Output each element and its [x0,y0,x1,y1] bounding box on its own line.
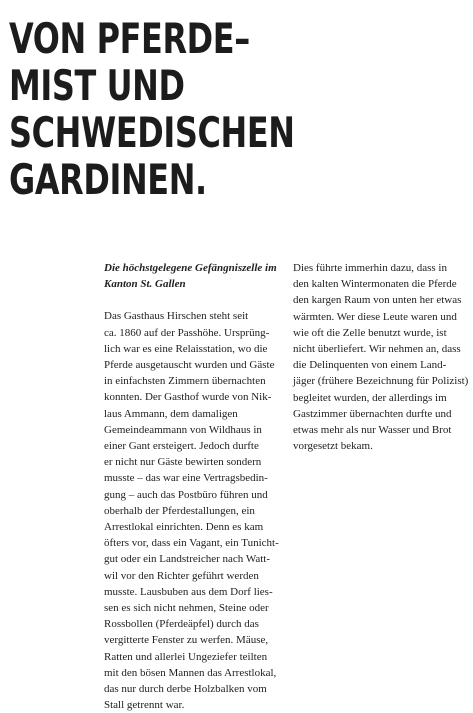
text-line: vorgesetzt bekam. [293,440,373,453]
text-line: jäger (frühere Bezeichnung für Polizist) [293,375,469,388]
subhead-line: Die höchstgelegene Gefängniszelle im [104,262,277,274]
text-line: den kalten Wintermonaten die Pferde [293,278,457,291]
text-line: ca. 1860 auf der Passhöhe. Ursprüng- [104,326,270,339]
text-line: lich war es eine Relaisstation, wo die [104,342,268,355]
text-line: Das Gasthaus Hirschen steht seit [104,310,249,323]
text-line: in einfachsten Zimmern übernachten [104,375,266,388]
article-column-right [293,260,469,454]
text-line: oberhalb der Pferdestallungen, ein [104,504,255,517]
text-line: öfters vor, dass ein Vagant, ein Tunicht- [104,537,279,550]
headline-line: GARDINEN. [9,155,207,204]
text-line: nicht überliefert. Wir nehmen an, dass [293,343,461,356]
text-line: Stall getrennt war. [104,699,185,712]
text-line: sen es sich nicht nehmen, Steine oder [104,602,269,615]
text-line: Arrestlokal einrichten. Denn es kam [104,521,264,534]
text-line: die Delinquenten von einem Land- [293,359,447,372]
text-line: wie oft die Zelle benutzt wurde, ist [293,326,447,339]
text-line: gung – auch das Postbüro führen und [104,488,268,501]
text-line: vergitterte Fenster zu werfen. Mäuse, [104,634,269,647]
text-line: etwas mehr als nur Wasser und Brot [293,424,452,437]
text-line: Ratten und allerlei Ungeziefer teilten [104,650,268,663]
article-column-left [104,260,279,713]
text-line: begleitet wurden, der allerdings im [293,391,447,404]
text-line: den kargen Raum von unten her etwas [293,294,462,307]
text-line: mit den bösen Mannen das Arrestlokal, [104,666,277,679]
text-line: musste. Lausbuben aus dem Dorf lies- [104,585,273,598]
text-line: das nur durch derbe Holzbalken vom [104,683,267,696]
text-line: laus Ammann, dem damaligen [104,407,238,420]
paragraph-right [293,260,469,454]
text-line: einer Gant ersteigert. Jedoch durfte [104,440,259,453]
paragraph-left [104,308,279,713]
text-line: gut oder ein Landstreicher nach Watt- [104,553,270,566]
article-subhead [104,260,279,292]
text-line: Pferde ausgetauscht wurden und Gäste [104,359,275,372]
text-line: Rossbollen (Pferdeäpfel) durch das [104,618,259,631]
article-headline [9,15,295,203]
headline-line: VON PFERDE– [9,14,250,63]
text-line: wärmten. Wer diese Leute waren und [293,310,457,323]
text-line: Gastzimmer übernachten durfte und [293,407,452,420]
text-line: musste – das war eine Vertragsbedin- [104,472,268,485]
headline-line: MIST UND [9,61,185,110]
text-line: Dies führte immerhin dazu, dass in [293,262,447,274]
subhead-line: Kanton St. Gallen [104,278,186,291]
text-line: er nicht nur Gäste bewirten sondern [104,456,262,469]
headline-line: SCHWEDISCHEN [9,108,295,157]
text-line: Gemeindeammann von Wildhaus in [104,423,262,436]
text-line: wil vor den Richter geführt werden [104,569,259,582]
text-line: konnten. Der Gasthof wurde von Nik- [104,391,272,404]
